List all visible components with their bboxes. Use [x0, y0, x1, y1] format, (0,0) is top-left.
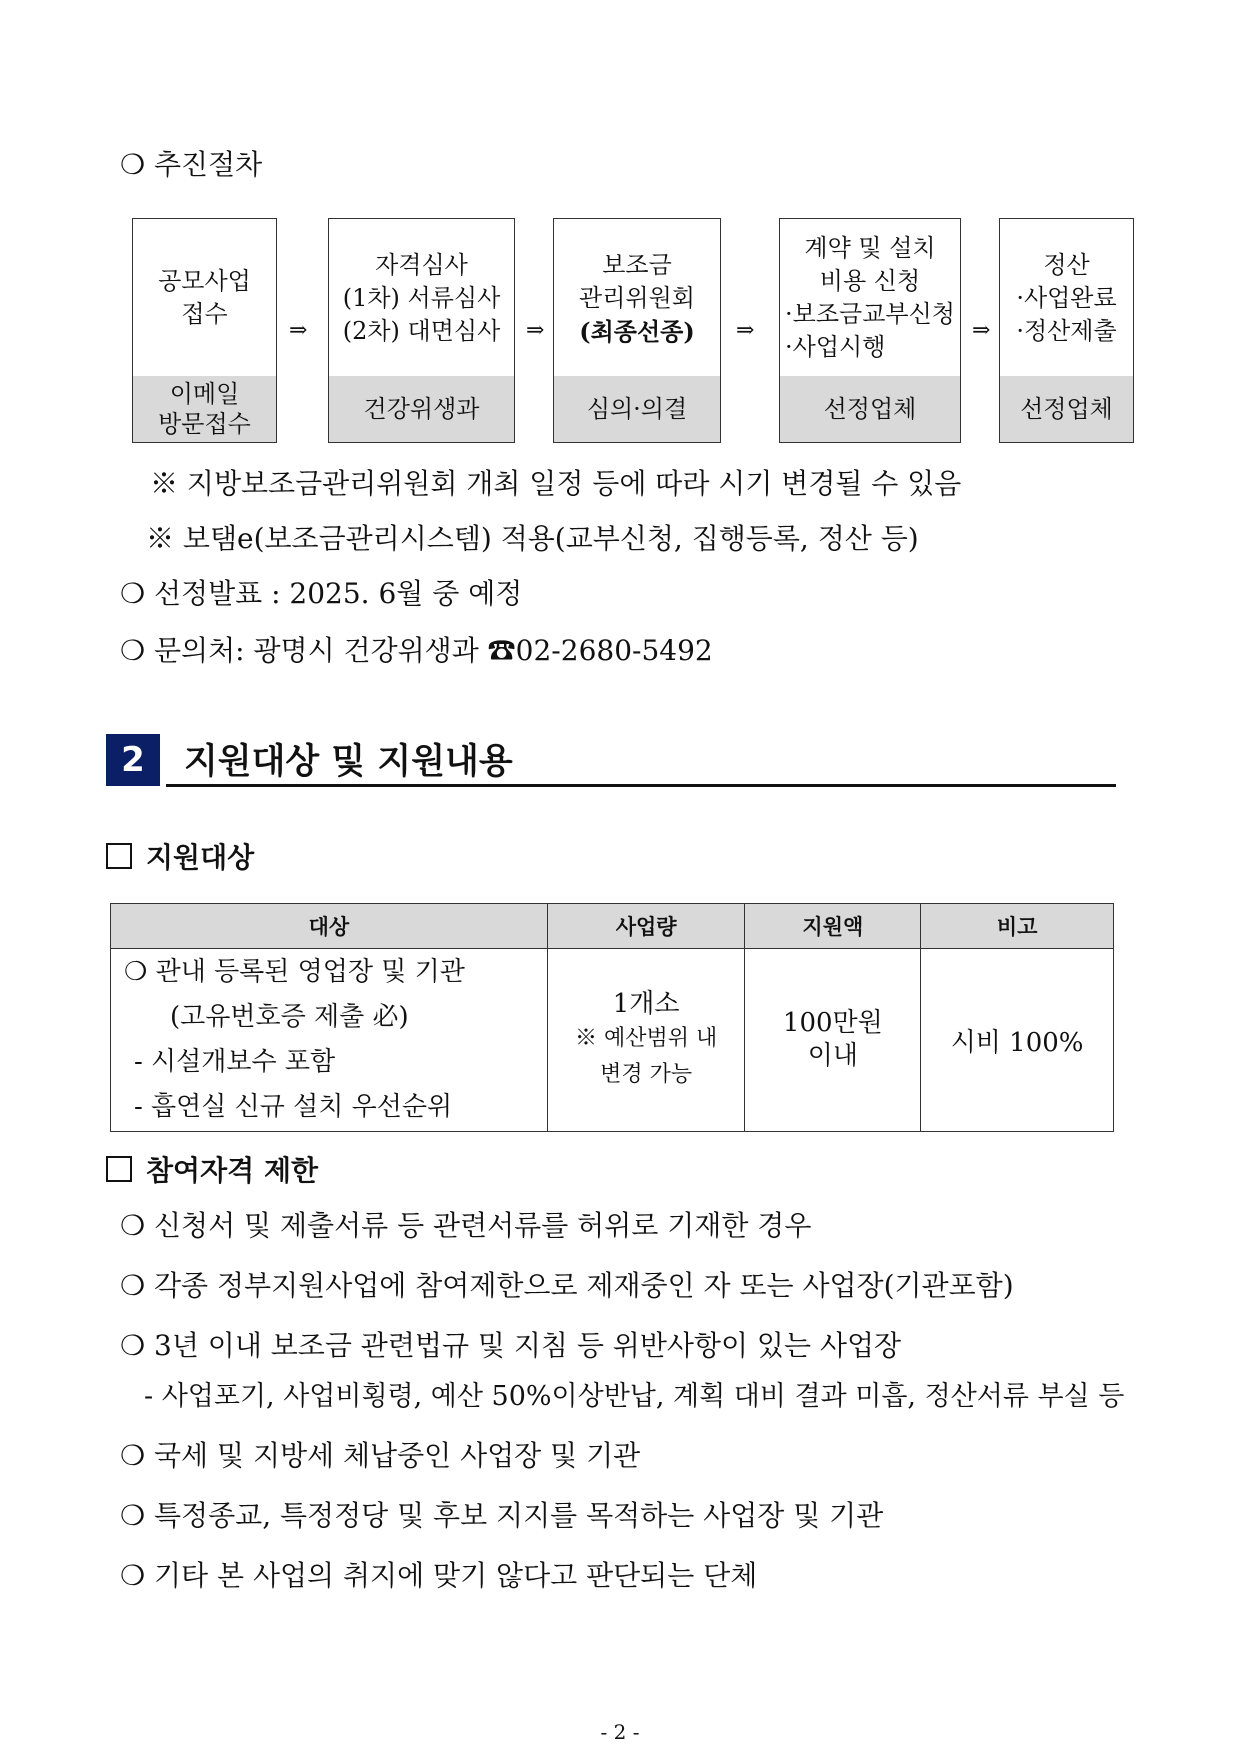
announcement: ❍ 선정발표 : 2025. 6월 중 예정: [120, 577, 523, 610]
flow-step-1-resp-line: 방문접수: [158, 410, 251, 438]
flow-arrow: ⇒: [972, 318, 991, 343]
flow-step-3-responsible: [554, 376, 720, 442]
subject-line: - 시설개보수 포함: [134, 1047, 336, 1077]
flow-step-5-line: ·사업완료: [1016, 283, 1117, 312]
contact: ❍ 문의처: 광명시 건강위생과 ☎02-2680-5492: [120, 634, 713, 667]
quantity-note: 변경 가능: [600, 1062, 693, 1087]
target-heading-text: 지원대상: [146, 841, 255, 874]
column-header: 대상: [111, 904, 548, 949]
restriction-subitem: - 사업포기, 사업비횡령, 예산 50%이상반납, 계획 대비 결과 미흡, 정산서류 부실 등: [144, 1381, 1125, 1412]
flow-step-3-line: (최종선종): [579, 316, 695, 346]
restriction-item: ❍ 기타 본 사업의 취지에 맞기 않다고 판단되는 단체: [120, 1559, 758, 1592]
flow-step-1-line: 공모사업: [158, 267, 251, 295]
remark-cell: [921, 949, 1114, 1132]
flow-step-5-responsible: [1000, 376, 1133, 442]
flow-step-3: [553, 218, 721, 443]
flow-step-1-line: 접수: [181, 300, 228, 328]
page-number: - 2 -: [600, 1720, 640, 1744]
flow-step-2-line: (1차) 서류심사: [342, 283, 501, 312]
quantity-cell: [547, 949, 745, 1132]
flow-step-4-body: [780, 219, 960, 378]
column-header: 비고: [921, 904, 1114, 949]
procedure-note: ※ 지방보조금관리위원회 개최 일정 등에 따라 시기 변경될 수 있음: [150, 467, 962, 500]
flow-step-1-responsible: [133, 376, 276, 442]
section-underline: [166, 784, 1116, 787]
amount-cell: [745, 949, 921, 1132]
amount-value: 이내: [807, 1041, 858, 1071]
flow-step-2: [328, 218, 515, 443]
flow-step-1-body: [133, 219, 276, 378]
subject-line: ❍ 관내 등록된 영업장 및 기관: [124, 957, 465, 987]
flow-step-1: [132, 218, 277, 443]
flow-arrow: ⇒: [526, 318, 545, 343]
flow-step-2-responsible: [329, 376, 514, 442]
restriction-item: ❍ 국세 및 지방세 체납중인 사업장 및 기관: [120, 1439, 641, 1472]
restriction-heading-text: 참여자격 제한: [146, 1154, 319, 1187]
restriction-heading: [106, 1149, 318, 1189]
flow-step-5-line: 정산: [1043, 250, 1090, 279]
flow-step-5-line: ·정산제출: [1016, 316, 1117, 345]
flow-step-4-line: ·보조금교부신청: [785, 300, 955, 328]
flow-step-2-resp-line: 건강위생과: [363, 395, 480, 423]
column-header: 지원액: [745, 904, 921, 949]
flow-step-5-resp-line: 선정업체: [1020, 395, 1113, 423]
flow-step-4-line: 계약 및 설치: [804, 234, 936, 262]
target-heading: [106, 836, 254, 876]
restriction-item: ❍ 신청서 및 제출서류 등 관련서류를 허위로 기재한 경우: [120, 1209, 812, 1242]
procedure-heading: ❍ 추진절차: [120, 148, 263, 181]
flow-step-2-line: (2차) 대면심사: [342, 316, 501, 345]
subject-line: (고유번호증 제출 必): [170, 1002, 409, 1032]
flow-step-3-line: 관리위원회: [579, 283, 695, 312]
flow-step-3-line: 보조금: [602, 250, 672, 279]
restriction-item: ❍ 각종 정부지원사업에 참여제한으로 제재중인 자 또는 사업장(기관포함): [120, 1269, 1014, 1302]
subject-line: - 흡연실 신규 설치 우선순위: [134, 1092, 453, 1122]
section-number: 2: [106, 734, 160, 786]
flow-step-3-resp-line: 심의·의결: [586, 395, 688, 423]
table-row: [111, 949, 1114, 1132]
flow-step-4: [779, 218, 961, 443]
flow-step-4-responsible: [780, 376, 960, 442]
flow-step-2-line: 자격심사: [375, 250, 468, 279]
remark-value: 시비 100%: [950, 1027, 1084, 1058]
procedure-note: ※ 보탬e(보조금관리시스템) 적용(교부신청, 집행등록, 정산 등): [146, 522, 919, 555]
quantity-value: 1개소: [612, 989, 680, 1019]
flow-arrow: ⇒: [289, 318, 308, 343]
checkbox-square-icon: [106, 1156, 132, 1182]
flow-arrow: ⇒: [736, 318, 755, 343]
restriction-item: ❍ 3년 이내 보조금 관련법규 및 지침 등 위반사항이 있는 사업장: [120, 1329, 902, 1362]
amount-value: 100만원: [782, 1008, 883, 1038]
flow-step-5: [999, 218, 1134, 443]
section-title: 지원대상 및 지원내용: [184, 742, 513, 782]
restriction-item: ❍ 특정종교, 특정정당 및 후보 지지를 목적하는 사업장 및 기관: [120, 1499, 884, 1532]
flow-step-5-body: [1000, 219, 1133, 378]
flow-step-4-line: 비용 신청: [819, 267, 921, 295]
target-table: [110, 903, 1114, 1132]
flow-step-2-body: [329, 219, 514, 378]
subject-cell: [111, 949, 548, 1132]
table-header-row: [111, 904, 1114, 949]
checkbox-square-icon: [106, 843, 132, 869]
flow-step-1-resp-line: 이메일: [169, 380, 240, 408]
flow-step-4-resp-line: 선정업체: [823, 395, 917, 423]
flow-step-3-body: [554, 219, 720, 378]
column-header: 사업량: [547, 904, 745, 949]
quantity-note: ※ 예산범위 내: [575, 1026, 718, 1051]
flow-step-4-line: ·사업시행: [785, 333, 886, 361]
